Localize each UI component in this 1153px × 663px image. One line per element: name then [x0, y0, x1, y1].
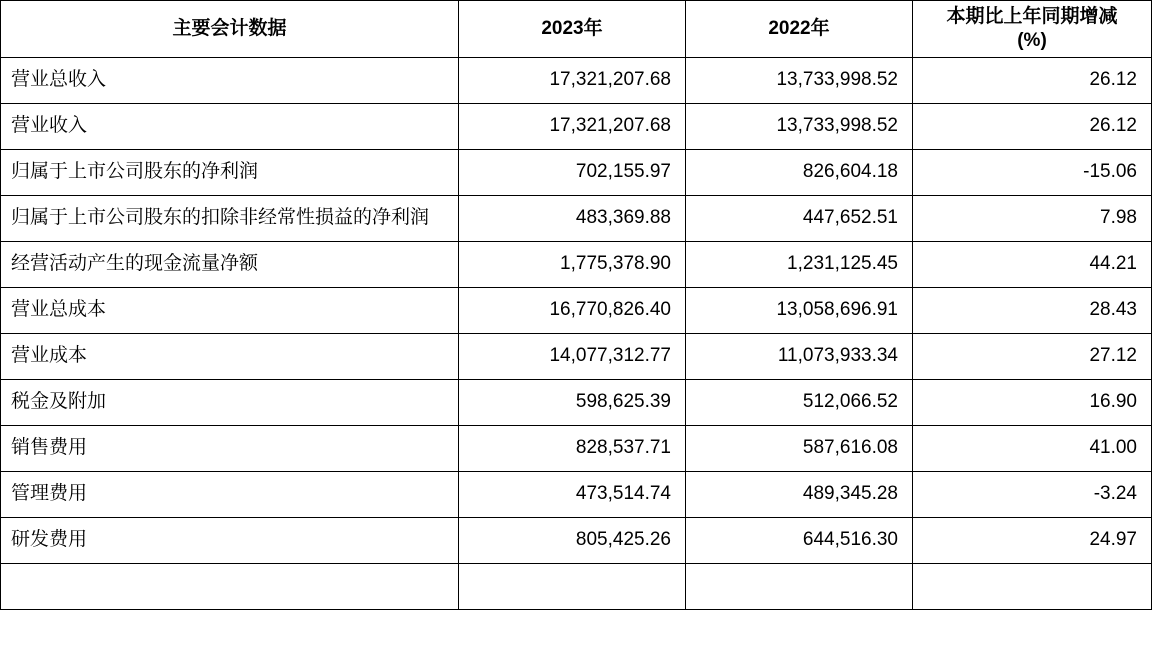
row-value-change: 27.12 [913, 333, 1152, 379]
row-value-2023: 828,537.71 [459, 425, 686, 471]
row-label: 归属于上市公司股东的净利润 [1, 149, 459, 195]
row-value-2023: 598,625.39 [459, 379, 686, 425]
row-value-2023: 17,321,207.68 [459, 57, 686, 103]
table-row [1, 241, 1152, 287]
row-value-2022: 13,733,998.52 [686, 57, 913, 103]
row-label: 销售费用 [1, 425, 459, 471]
row-value-2023: 483,369.88 [459, 195, 686, 241]
row-value-change: 26.12 [913, 103, 1152, 149]
table-row [1, 287, 1152, 333]
row-value-2022: 644,516.30 [686, 517, 913, 563]
table-row [1, 333, 1152, 379]
row-value-change: 44.21 [913, 241, 1152, 287]
table-row [1, 195, 1152, 241]
table-row [1, 149, 1152, 195]
row-value-change [913, 563, 1152, 609]
table-row [1, 471, 1152, 517]
row-value-change: 41.00 [913, 425, 1152, 471]
row-label: 营业总收入 [1, 57, 459, 103]
row-label: 管理费用 [1, 471, 459, 517]
row-value-change: 28.43 [913, 287, 1152, 333]
row-value-2023: 17,321,207.68 [459, 103, 686, 149]
row-value-2023: 702,155.97 [459, 149, 686, 195]
row-value-2022: 587,616.08 [686, 425, 913, 471]
column-header-change-unit: (%) [1017, 29, 1047, 51]
row-value-2023: 473,514.74 [459, 471, 686, 517]
column-header-year-2023: 2023年 [459, 1, 686, 58]
table-row [1, 379, 1152, 425]
row-value-change: 7.98 [913, 195, 1152, 241]
row-label: 营业收入 [1, 103, 459, 149]
row-value-2022 [686, 563, 913, 609]
row-value-2022: 826,604.18 [686, 149, 913, 195]
table-row [1, 425, 1152, 471]
row-value-change: -15.06 [913, 149, 1152, 195]
row-label: 税金及附加 [1, 379, 459, 425]
row-label: 归属于上市公司股东的扣除非经常性损益的净利润 [1, 195, 459, 241]
row-value-change: -3.24 [913, 471, 1152, 517]
row-label: 营业成本 [1, 333, 459, 379]
row-value-2022: 11,073,933.34 [686, 333, 913, 379]
table-row [1, 103, 1152, 149]
row-value-2022: 489,345.28 [686, 471, 913, 517]
row-value-2023: 805,425.26 [459, 517, 686, 563]
table-body [1, 57, 1152, 609]
row-label: 营业总成本 [1, 287, 459, 333]
row-label [1, 563, 459, 609]
row-value-change: 26.12 [913, 57, 1152, 103]
column-header-item: 主要会计数据 [1, 1, 459, 58]
row-label: 研发费用 [1, 517, 459, 563]
row-value-2023: 16,770,826.40 [459, 287, 686, 333]
row-value-2022: 1,231,125.45 [686, 241, 913, 287]
row-value-2023: 14,077,312.77 [459, 333, 686, 379]
table-header [1, 1, 1152, 58]
row-value-2023: 1,775,378.90 [459, 241, 686, 287]
column-header-change-label: 本期比上年同期增减 [946, 6, 1118, 27]
row-label: 经营活动产生的现金流量净额 [1, 241, 459, 287]
row-value-2022: 447,652.51 [686, 195, 913, 241]
table-row [1, 563, 1152, 609]
row-value-2022: 13,058,696.91 [686, 287, 913, 333]
row-value-change: 24.97 [913, 517, 1152, 563]
row-value-2023 [459, 563, 686, 609]
column-header-year-2022: 2022年 [686, 1, 913, 58]
table-row [1, 57, 1152, 103]
row-value-2022: 13,733,998.52 [686, 103, 913, 149]
table-header-row [1, 1, 1152, 58]
column-header-change [913, 1, 1152, 58]
table-row [1, 517, 1152, 563]
row-value-change: 16.90 [913, 379, 1152, 425]
row-value-2022: 512,066.52 [686, 379, 913, 425]
